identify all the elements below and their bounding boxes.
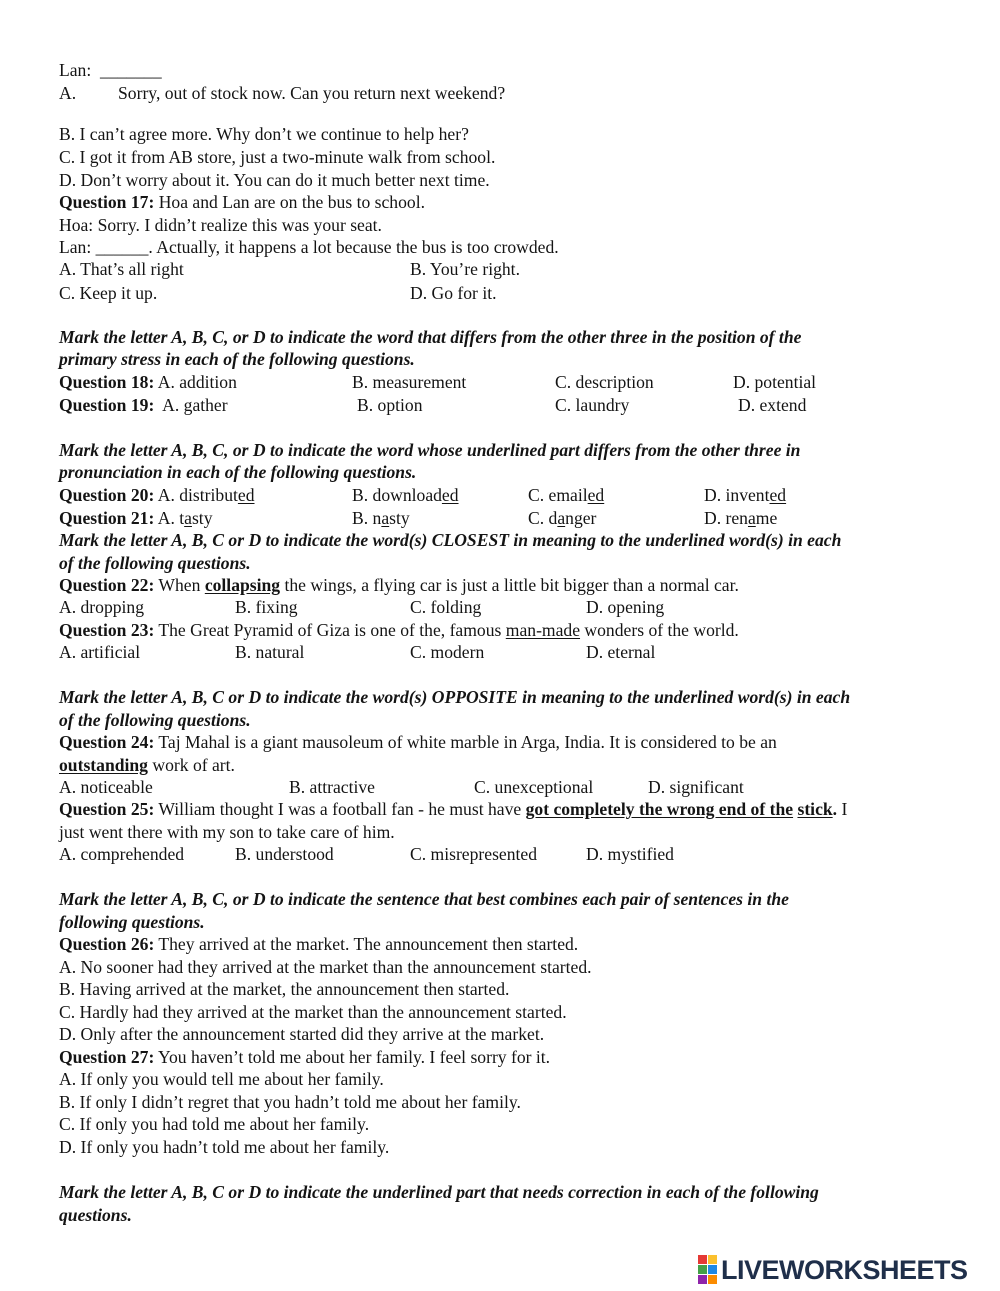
liveworksheets-logo (698, 1255, 968, 1285)
q21-option-c-underline: a (557, 508, 566, 528)
q21-option-d-underline: a (747, 508, 756, 528)
q20-option-b: B. downloaded (352, 485, 459, 505)
q18-option-d: D. potential (733, 372, 817, 392)
pron-instruction-2: pronunciation in each of the following questions. (59, 462, 417, 482)
q20-option-b-underline: ed (441, 485, 459, 505)
q26-option-c: C. Hardly had they arrived at the market than the announcement started. (59, 1002, 567, 1022)
q19-line (59, 394, 228, 416)
q23-option-b: B. natural (235, 642, 305, 662)
q24-stem-line-1: Question 24: Taj Mahal is a giant mausoleum of white marble in Arga, India. It is considered to be an (59, 732, 777, 752)
q20-option-d: D. invented (704, 485, 787, 505)
combine-instruction-1: Mark the letter A, B, C, or D to indicate the sentence that best combines each pair of sentences in the (59, 889, 789, 909)
pron-instruction-1: Mark the letter A, B, C, or D to indicate the word whose underlined part differs from the other three in (59, 440, 801, 460)
logo-tile (708, 1255, 717, 1264)
q20-option-c-underline: ed (587, 485, 605, 505)
q25-underlined-phrase: got completely the wrong end of the (525, 799, 794, 819)
q18-line (59, 371, 237, 393)
q17-stem-line (59, 191, 425, 213)
q23-underlined-word: man-made (505, 620, 581, 640)
q23-stem-line: Question 23: The Great Pyramid of Giza is one of the, famous man-made wonders of the world. (59, 620, 739, 640)
q23-option-c: C. modern (410, 642, 485, 662)
q23-option-a: A. artificial (59, 642, 141, 662)
q17-stem: Hoa and Lan are on the bus to school. (154, 192, 425, 212)
q22-option-d: D. opening (586, 597, 665, 617)
q21-option-a-underline: a (184, 508, 192, 528)
q21-label: Question 21: (59, 508, 155, 528)
q17-lan-line: Lan: ______. Actually, it happens a lot because the bus is too crowded. (59, 237, 559, 257)
q22-underlined-word: collapsing (204, 575, 281, 595)
stress-instruction-1: Mark the letter A, B, C, or D to indicate the word that differs from the other three in the position of the (59, 327, 802, 347)
q27-stem-line: Question 27: You haven’t told me about her family. I feel sorry for it. (59, 1047, 551, 1067)
q25-label: Question 25: (59, 799, 155, 819)
q17-option-c: C. Keep it up. (59, 283, 158, 303)
opposite-instruction-1: Mark the letter A, B, C or D to indicate the word(s) OPPOSITE in meaning to the underlined word(s) in each (59, 687, 851, 707)
q24-option-a: A. noticeable (59, 777, 153, 797)
logo-tile (708, 1265, 717, 1274)
q21-line: Question 21: A. tasty (59, 508, 213, 528)
q16-lan-line: Lan: _______ (59, 60, 162, 80)
q16-option-c: C. I got it from AB store, just a two-minute walk from school. (59, 147, 496, 167)
correction-instruction-2: questions. (59, 1205, 132, 1225)
logo-wordmark: LIVEWORKSHEETS (721, 1254, 968, 1285)
q17-hoa-line: Hoa: Sorry. I didn’t realize this was your seat. (59, 215, 382, 235)
q20-label: Question 20: (59, 485, 155, 505)
q21-option-a: A. t (154, 508, 185, 528)
combine-instruction-2: following questions. (59, 912, 205, 932)
q17-option-a: A. That’s all right (59, 259, 184, 279)
logo-tile (698, 1265, 707, 1274)
q26-label: Question 26: (59, 934, 155, 954)
q18-option-b: B. measurement (352, 372, 467, 392)
q23-label: Question 23: (59, 620, 155, 640)
q22-option-c: C. folding (410, 597, 482, 617)
q19-label: Question 19: (59, 395, 155, 415)
q20-line (59, 484, 255, 506)
q25-option-b: B. understood (235, 844, 334, 864)
q27-option-d: D. If only you hadn’t told me about her family. (59, 1137, 390, 1157)
q17-option-b: B. You’re right. (410, 259, 520, 279)
q22-option-b: B. fixing (235, 597, 298, 617)
logo-tile (708, 1275, 717, 1284)
q24-underlined-word: outstanding (59, 755, 148, 775)
logo-tiles-icon (698, 1255, 718, 1285)
q26-option-d: D. Only after the announcement started did they arrive at the market. (59, 1024, 545, 1044)
correction-instruction-1: Mark the letter A, B, C or D to indicate the underlined part that needs correction in each of the following (59, 1182, 819, 1202)
q27-option-c: C. If only you had told me about her family. (59, 1114, 370, 1134)
q17-option-d: D. Go for it. (410, 283, 497, 303)
q18-option-a: A. addition (154, 372, 237, 392)
q20-option-a: A. distribut (154, 485, 238, 505)
q16-option-d: D. Don’t worry about it. You can do it much better next time. (59, 170, 490, 190)
q21-option-d: D. rename (704, 508, 778, 528)
q21-option-b-underline: a (381, 508, 390, 528)
q25-option-c: C. misrepresented (410, 844, 538, 864)
q16-option-a: Sorry, out of stock now. Can you return next weekend? (118, 83, 506, 103)
q17-label: Question 17: (59, 192, 155, 212)
q22-option-a: A. dropping (59, 597, 145, 617)
logo-tile (698, 1255, 707, 1264)
q20-option-d-underline: ed (769, 485, 787, 505)
q26-option-b: B. Having arrived at the market, the announcement then started. (59, 979, 510, 999)
stress-instruction-2: primary stress in each of the following questions. (59, 349, 415, 369)
q27-option-a: A. If only you would tell me about her family. (59, 1069, 384, 1089)
q25-stem-line-2: just went there with my son to take care of him. (59, 822, 395, 842)
q18-label: Question 18: (59, 372, 155, 392)
q19-option-c: C. laundry (555, 395, 630, 415)
q23-option-d: D. eternal (586, 642, 656, 662)
q25-stem-line-1: Question 25: William thought I was a football fan - he must have got completely the wrong end of the stick. I (59, 799, 848, 819)
q19-option-a: A. gather (154, 395, 228, 415)
q27-option-b: B. If only I didn’t regret that you hadn’t told me about her family. (59, 1092, 521, 1112)
q24-stem-line-2: outstanding work of art. (59, 755, 235, 775)
q21-option-b: B. nasty (352, 508, 410, 528)
q21-option-c: C. danger (528, 508, 597, 528)
q25-option-a: A. comprehended (59, 844, 185, 864)
closest-instruction-2: of the following questions. (59, 553, 251, 573)
q22-stem-line: Question 22: When collapsing the wings, a flying car is just a little bit bigger than a normal car. (59, 575, 739, 595)
q25-option-d: D. mystified (586, 844, 674, 864)
q22-label: Question 22: (59, 575, 155, 595)
q24-label: Question 24: (59, 732, 155, 752)
opposite-instruction-2: of the following questions. (59, 710, 251, 730)
q26-option-a: A. No sooner had they arrived at the market than the announcement started. (59, 957, 592, 977)
q19-option-b: B. option (357, 395, 423, 415)
q24-option-b: B. attractive (289, 777, 375, 797)
q26-stem-line: Question 26: They arrived at the market. The announcement then started. (59, 934, 579, 954)
q24-option-d: D. significant (648, 777, 744, 797)
q27-label: Question 27: (59, 1047, 155, 1067)
q16-option-b: B. I can’t agree more. Why don’t we continue to help her? (59, 124, 469, 144)
q24-option-c: C. unexceptional (474, 777, 594, 797)
q18-option-c: C. description (555, 372, 654, 392)
q20-option-a-underline: ed (237, 485, 255, 505)
q25-underlined-word: stick (797, 799, 833, 819)
logo-tile (698, 1275, 707, 1284)
q20-option-c: C. emailed (528, 485, 605, 505)
closest-instruction-1: Mark the letter A, B, C or D to indicate the word(s) CLOSEST in meaning to the underlined word(s) in each (59, 530, 842, 550)
q16-option-a-letter: A. (59, 83, 77, 103)
q19-option-d: D. extend (738, 395, 807, 415)
